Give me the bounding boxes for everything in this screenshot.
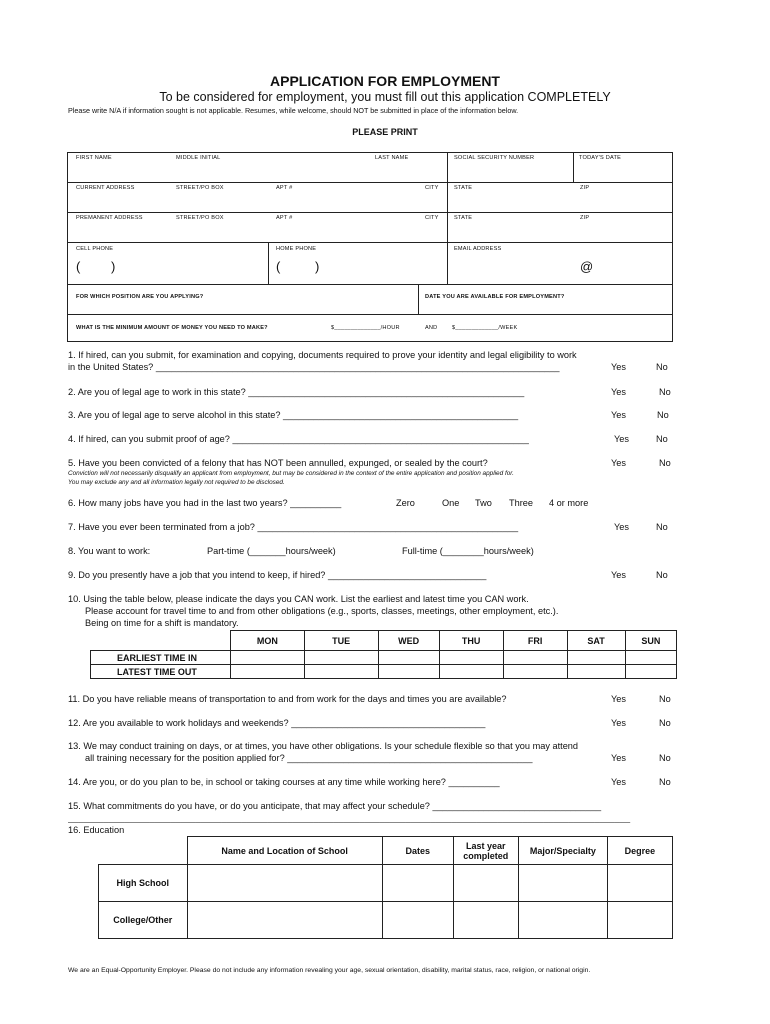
education-row-label: College/Other [99,902,188,939]
at-sign: @ [580,259,594,274]
schedule-day-header: FRI [503,631,567,651]
question-4[interactable]: 4. If hired, can you submit proof of age? __________________________________________________________ [68,434,529,444]
divider [447,183,448,212]
education-row-high-school [99,865,673,902]
schedule-cell-sun-out[interactable] [625,665,676,679]
and-label: AND [425,325,438,331]
education-row-college [99,902,673,939]
personal-info-form [67,152,673,342]
question-1-line1: 1. If hired, can you submit, for examination and copying, documents required to prove your identity and legal eligibility to work [68,350,577,360]
question-2-yes[interactable]: Yes [611,387,626,397]
schedule-day-header: MON [230,631,304,651]
question-14-no[interactable]: No [659,777,671,787]
question-14[interactable]: 14. Are you, or do you plan to be, in school or taking courses at any time while working here? __________ [68,777,500,787]
college-major-cell[interactable] [518,902,607,939]
question-5-yes[interactable]: Yes [611,458,626,468]
education-header: Major/Specialty [518,837,607,865]
home-phone-open-paren: ( [276,259,281,274]
permanent-address-field[interactable]: PREMANENT ADDRESS [76,215,143,221]
hs-last-year-cell[interactable] [453,865,518,902]
schedule-cell-tue-out[interactable] [304,665,378,679]
question-16: 16. Education [68,825,125,835]
question-6[interactable]: 6. How many jobs have you had in the last two years? __________ [68,498,342,508]
divider [447,243,448,284]
divider [447,153,448,182]
schedule-cell-sun-in[interactable] [625,651,676,665]
question-7-yes[interactable]: Yes [614,522,629,532]
question-9-yes[interactable]: Yes [611,570,626,580]
schedule-cell-fri-out[interactable] [503,665,567,679]
schedule-day-header: THU [439,631,503,651]
current-address-field[interactable]: CURRENT ADDRESS [76,185,135,191]
todays-date-field[interactable]: TODAY'S DATE [579,155,622,161]
schedule-cell-sat-in[interactable] [567,651,625,665]
schedule-row-label: LATEST TIME OUT [91,665,231,679]
hs-dates-cell[interactable] [382,865,453,902]
cell-phone-label: CELL PHONE [76,246,114,252]
college-degree-cell[interactable] [607,902,672,939]
email-label: EMAIL ADDRESS [454,246,502,252]
education-header: Dates [382,837,453,865]
schedule-cell-wed-in[interactable] [378,651,439,665]
question-11: 11. Do you have reliable means of transportation to and from work for the days and times you are available? [68,694,507,704]
divider [418,285,419,314]
schedule-day-header: TUE [304,631,378,651]
question-1-line2[interactable]: in the United States? _______________________________________________________________________________ [68,362,560,372]
jobs-option-two[interactable]: Two [475,498,492,508]
permanent-street-field[interactable]: STREET/PO BOX [176,215,224,221]
per-hour-field[interactable]: $______________/HOUR [331,325,400,331]
jobs-option-zero[interactable]: Zero [396,498,415,508]
question-3-no[interactable]: No [657,410,669,420]
position-row [68,285,672,315]
schedule-day-header: SUN [625,631,676,651]
instructions-note: Please write N/A if information sought is not applicable. Resumes, while welcome, should NOT be submitted in place of the information below. [68,106,519,115]
minimum-pay-row [68,315,672,341]
question-13-line2[interactable]: all training necessary for the position applied for? ________________________________________________ [85,753,533,763]
permanent-apt-field[interactable]: APT # [276,215,293,221]
current-zip-field[interactable]: ZIP [580,185,590,191]
availability-table [90,630,677,679]
question-1-no[interactable]: No [656,362,668,372]
question-4-no[interactable]: No [656,434,668,444]
question-5-disclaimer-2: You may exclude any and all information legally not required to be disclosed. [68,479,285,486]
divider [268,243,269,284]
current-city-field[interactable]: CITY [425,185,439,191]
per-week-field[interactable]: $_____________/WEEK [452,325,518,331]
please-print-label: PLEASE PRINT [352,127,418,137]
question-1-yes[interactable]: Yes [611,362,626,372]
permanent-zip-field[interactable]: ZIP [580,215,590,221]
middle-initial-field[interactable]: MIDDLE INITIAL [176,155,221,161]
schedule-cell-thu-in[interactable] [439,651,503,665]
current-state-field[interactable]: STATE [454,185,473,191]
question-10-line2: Please account for travel time to and from other obligations (e.g., sports, classes, meetings, other employment, etc.). [85,606,559,616]
question-5-disclaimer-1: Conviction will not necessarily disqualify an applicant from employment, but may be considered in the context of the entire application and position applied for. [68,470,514,477]
question-9[interactable]: 9. Do you presently have a job that you intend to keep, if hired? _______________________________ [68,570,487,580]
education-table [98,836,673,939]
schedule-cell-sat-out[interactable] [567,665,625,679]
cell-phone-open-paren: ( [76,259,81,274]
permanent-state-field[interactable]: STATE [454,215,473,221]
current-street-field[interactable]: STREET/PO BOX [176,185,224,191]
home-phone-close-paren: ) [315,259,320,274]
college-school-cell[interactable] [187,902,382,939]
equal-opportunity-footer: We are an Equal-Opportunity Employer. Please do not include any information revealing your age, sexual orientation, disability, marital status, race, religion, or national origin. [68,967,591,974]
schedule-row-label: EARLIEST TIME IN [91,651,231,665]
question-7-no[interactable]: No [656,522,668,532]
schedule-day-header: WED [378,631,439,651]
permanent-address-row [68,213,672,243]
divider [447,213,448,242]
education-row-label: High School [99,865,188,902]
question-12-no[interactable]: No [659,718,671,728]
part-time-field[interactable]: Part-time (_______hours/week) [207,546,336,556]
question-2-no[interactable]: No [659,387,671,397]
question-15[interactable]: 15. What commitments do you have, or do you anticipate, that may affect your schedule? _________________________________ [68,801,602,811]
college-dates-cell[interactable] [382,902,453,939]
ssn-field[interactable]: SOCIAL SECURITY NUMBER [454,155,535,161]
schedule-cell-fri-in[interactable] [503,651,567,665]
schedule-cell-wed-out[interactable] [378,665,439,679]
min-money-label: WHAT IS THE MINIMUM AMOUNT OF MONEY YOU NEED TO MAKE? [76,325,268,331]
question-11-yes[interactable]: Yes [611,694,626,704]
schedule-cell-mon-in[interactable] [230,651,304,665]
permanent-city-field[interactable]: CITY [425,215,439,221]
page-title: APPLICATION FOR EMPLOYMENT [270,73,500,89]
question-9-no[interactable]: No [656,570,668,580]
question-5: 5. Have you been convicted of a felony that has NOT been annulled, expunged, or sealed by the court? [68,458,488,468]
page-subtitle: To be considered for employment, you must fill out this application COMPLETELY [159,90,611,104]
question-10-line1: 10. Using the table below, please indicate the days you CAN work. List the earliest and latest time you CAN work. [68,594,529,604]
question-3[interactable]: 3. Are you of legal age to serve alcohol in this state? ______________________________________________ [68,410,519,420]
education-header: Degree [607,837,672,865]
question-5-no[interactable]: No [659,458,671,468]
schedule-cell-thu-out[interactable] [439,665,503,679]
question-11-no[interactable]: No [659,694,671,704]
schedule-cell-mon-out[interactable] [230,665,304,679]
education-corner-cell [99,837,188,865]
current-apt-field[interactable]: APT # [276,185,293,191]
college-last-year-cell[interactable] [453,902,518,939]
hs-school-cell[interactable] [187,865,382,902]
question-2[interactable]: 2. Are you of legal age to work in this state? ______________________________________________________ [68,387,525,397]
divider [573,153,574,182]
last-name-field[interactable]: LAST NAME [375,155,409,161]
cell-phone-close-paren: ) [111,259,116,274]
question-13-line1: 13. We may conduct training on days, or at times, you have other obligations. Is your schedule flexible so that you may attend [68,741,579,751]
name-row [68,153,672,183]
question-14-yes[interactable]: Yes [611,777,626,787]
position-field[interactable]: FOR WHICH POSITION ARE YOU APPLYING? [76,294,204,300]
question-13-yes[interactable]: Yes [611,753,626,763]
available-date-field[interactable]: DATE YOU ARE AVAILABLE FOR EMPLOYMENT? [425,294,565,300]
schedule-corner-cell [91,631,231,651]
jobs-option-one[interactable]: One [442,498,460,508]
question-7[interactable]: 7. Have you ever been terminated from a job? ___________________________________________________ [68,522,519,532]
jobs-option-three[interactable]: Three [509,498,534,508]
schedule-row-earliest [91,651,677,665]
jobs-option-four-or-more[interactable]: 4 or more [549,498,589,508]
full-time-field[interactable]: Full-time (________hours/week) [402,546,534,556]
question-3-yes[interactable]: Yes [611,410,626,420]
question-13-no[interactable]: No [659,753,671,763]
education-header: Name and Location of School [187,837,382,865]
question-4-yes[interactable]: Yes [614,434,629,444]
question-15-continuation[interactable]: ______________________________________________________________________________________________________________ [68,813,631,823]
hs-major-cell[interactable] [518,865,607,902]
first-name-field[interactable]: FIRST NAME [76,155,112,161]
current-address-row [68,183,672,213]
schedule-cell-tue-in[interactable] [304,651,378,665]
hs-degree-cell[interactable] [607,865,672,902]
question-12[interactable]: 12. Are you available to work holidays and weekends? ______________________________________ [68,718,486,728]
question-10-line3: Being on time for a shift is mandatory. [85,618,239,628]
phone-row [68,243,672,285]
education-header: Last year completed [453,837,518,865]
question-12-yes[interactable]: Yes [611,718,626,728]
home-phone-label: HOME PHONE [276,246,317,252]
schedule-day-header: SAT [567,631,625,651]
schedule-row-latest [91,665,677,679]
question-8: 8. You want to work: [68,546,151,556]
